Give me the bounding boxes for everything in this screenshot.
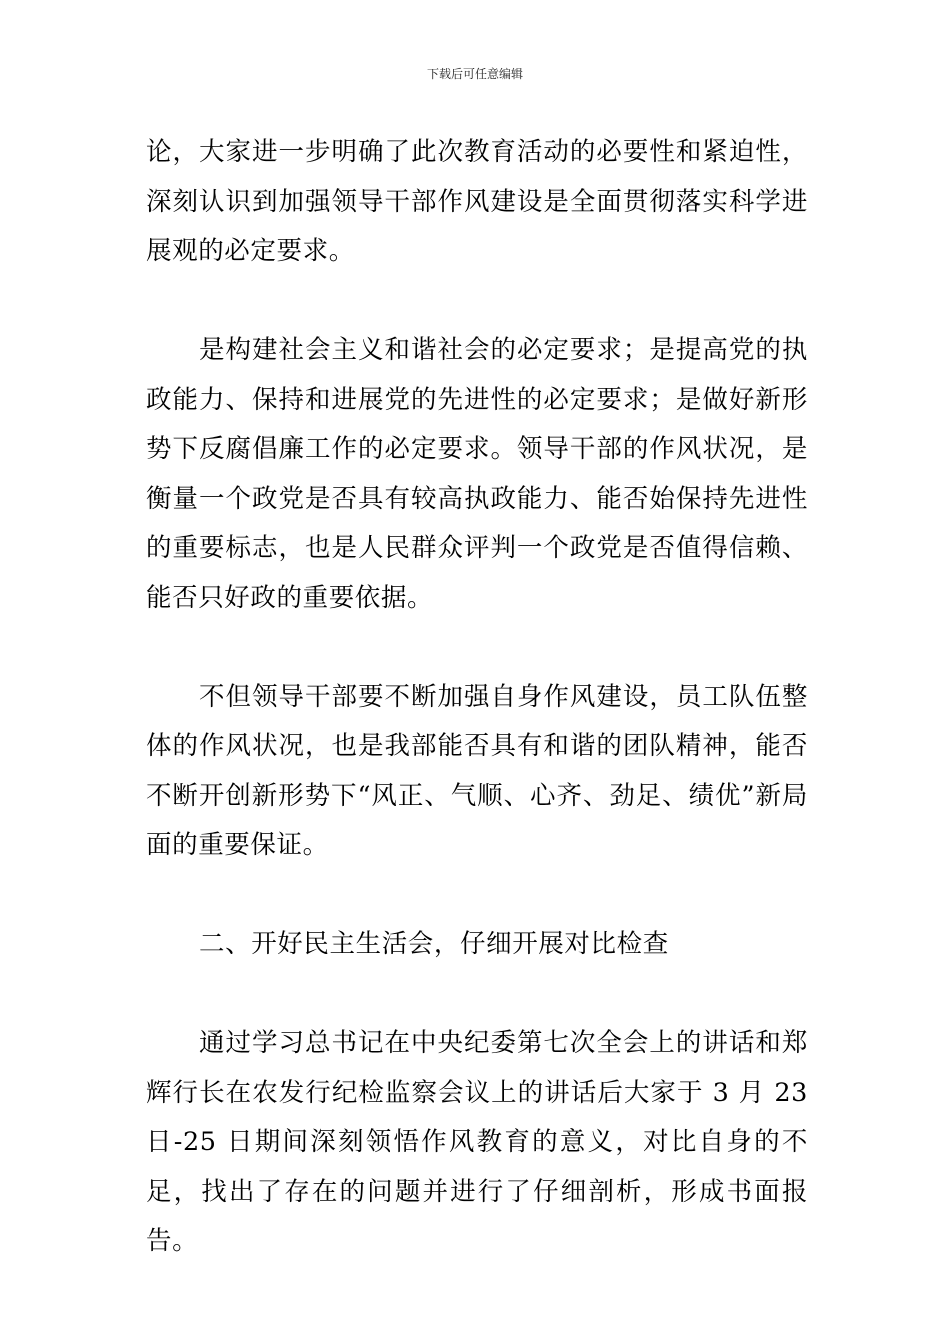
paragraph-study: 通过学习总书记在中央纪委第七次全会上的讲话和郑辉行长在农发行纪检监察会议上的讲话后大家于 3 月 23 日-25 日期间深刻领悟作风教育的意义，对比自身的不足，找出了存在的问题并进行了仔细剖析，形成书面报告。 (146, 1028, 808, 1256)
paragraph-continuation: 论，大家进一步明确了此次教育活动的必要性和紧迫性，深刻认识到加强领导干部作风建设是全面贯彻落实科学进展观的必定要求。 (146, 137, 808, 266)
document-body (146, 128, 808, 1267)
paragraph-requirements: 是构建社会主义和谐社会的必定要求；是提高党的执政能力、保持和进展党的先进性的必定要求；是做好新形势下反腐倡廉工作的必定要求。领导干部的作风状况，是衡量一个政党是否具有较高执政能力、能否始保持先进性的重要标志，也是人民群众评判一个政党是否值得信赖、能否只好政的重要依据。 (146, 335, 808, 613)
header-text: 下载后可任意编辑 (426, 67, 523, 81)
page-header (0, 66, 950, 82)
section-heading: 二、开好民主生活会，仔细开展对比检查 (199, 929, 669, 959)
paragraph-team-style: 不但领导干部要不断加强自身作风建设，员工队伍整体的作风状况，也是我部能否具有和谐的团队精神，能否不断开创新形势下“风正、气顺、心齐、劲足、绩优”新局面的重要保证。 (146, 681, 808, 860)
